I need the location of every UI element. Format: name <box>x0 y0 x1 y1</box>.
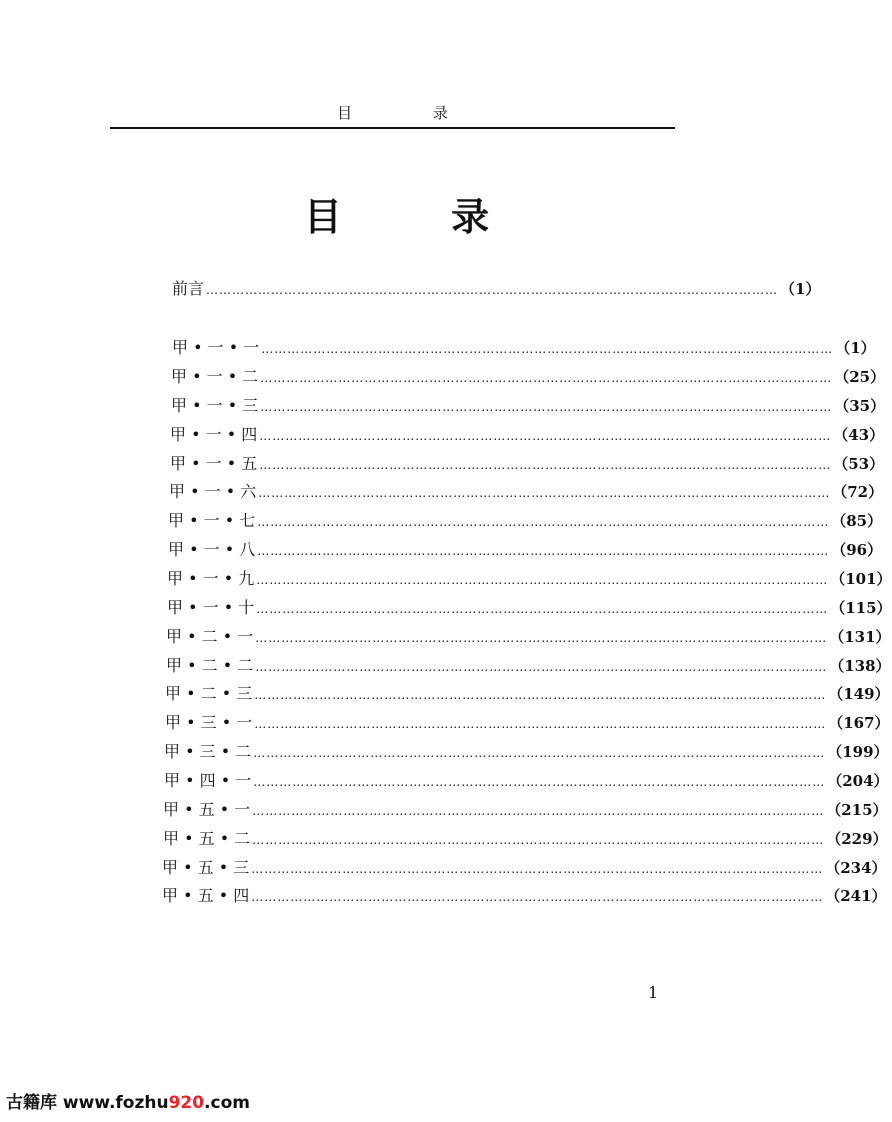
toc-leader: …………………………………………………………………………………………………………………… <box>206 283 779 297</box>
toc-entry-page: （96） <box>831 541 883 559</box>
toc-leader: …………………………………………………………………………………………………………………… <box>255 631 828 645</box>
toc-entry[interactable] <box>164 741 889 763</box>
toc-entry-label: 甲 • 一 • 十 <box>167 598 255 617</box>
toc-entry-label: 前言 <box>172 279 205 298</box>
toc-entry-page: （241） <box>825 887 887 905</box>
toc-leader: …………………………………………………………………………………………………………………… <box>256 602 829 616</box>
toc-entry-label: 甲 • 一 • 一 <box>172 338 260 357</box>
toc-entry-page: （149） <box>828 685 890 703</box>
toc-entry-page: （234） <box>825 859 887 877</box>
toc-leader: …………………………………………………………………………………………………………………… <box>253 775 826 789</box>
toc-entry[interactable] <box>163 828 888 850</box>
toc-entry-page: （1） <box>780 280 821 298</box>
toc-leader: …………………………………………………………………………………………………………………… <box>252 804 825 818</box>
toc-leader: …………………………………………………………………………………………………………………… <box>259 458 832 472</box>
toc-entry-label: 甲 • 一 • 四 <box>170 425 258 444</box>
toc-entry[interactable] <box>171 395 886 417</box>
toc-leader: …………………………………………………………………………………………………………………… <box>252 833 825 847</box>
toc-entry[interactable] <box>170 453 885 475</box>
toc-entry-label: 甲 • 一 • 五 <box>170 454 258 473</box>
toc-entry-label: 甲 • 四 • 一 <box>164 771 252 790</box>
toc-leader: …………………………………………………………………………………………………………………… <box>261 342 834 356</box>
toc-leader: …………………………………………………………………………………………………………………… <box>257 515 830 529</box>
toc-entry-label: 甲 • 五 • 三 <box>162 858 250 877</box>
toc-entry-page: （35） <box>834 397 886 415</box>
toc-entry[interactable] <box>166 626 891 648</box>
toc-entry-label: 甲 • 一 • 九 <box>167 569 255 588</box>
toc-entry[interactable] <box>162 857 887 879</box>
toc-entry-page: （101） <box>830 570 892 588</box>
toc-entry[interactable] <box>167 597 892 619</box>
toc-leader: …………………………………………………………………………………………………………………… <box>251 890 824 904</box>
toc-entry-label: 甲 • 二 • 三 <box>165 684 253 703</box>
toc-leader: …………………………………………………………………………………………………………………… <box>254 688 827 702</box>
watermark-highlight: 920 <box>168 1093 205 1113</box>
toc-entry-label: 甲 • 一 • 二 <box>171 367 259 386</box>
toc-entry-page: （131） <box>829 628 891 646</box>
toc-entry[interactable] <box>167 568 892 590</box>
toc-entry[interactable] <box>165 712 890 734</box>
toc-entry[interactable] <box>172 337 876 359</box>
toc-leader: …………………………………………………………………………………………………………………… <box>256 573 829 587</box>
toc-entry[interactable] <box>164 770 889 792</box>
toc-entry-page: （85） <box>831 512 883 530</box>
toc-entry-page: （1） <box>835 339 876 357</box>
toc-leader: …………………………………………………………………………………………………………………… <box>257 544 830 558</box>
toc-entry[interactable] <box>170 424 885 446</box>
toc-entry-label: 甲 • 三 • 二 <box>164 742 252 761</box>
toc-leader: …………………………………………………………………………………………………………………… <box>253 746 826 760</box>
toc-entry[interactable] <box>166 655 891 677</box>
toc-entry-page: （167） <box>828 714 890 732</box>
toc-entry-page: （53） <box>833 455 885 473</box>
running-head: 目 录 <box>337 104 486 122</box>
toc-entry[interactable] <box>165 683 890 705</box>
toc-entry-label: 甲 • 一 • 六 <box>169 482 257 501</box>
toc-entry-page: （199） <box>827 743 889 761</box>
watermark-prefix: 古籍库 www.fozhu <box>6 1093 169 1113</box>
toc-leader: …………………………………………………………………………………………………………………… <box>255 660 828 674</box>
watermark[interactable] <box>6 1088 250 1113</box>
toc-entry-page: （43） <box>833 426 885 444</box>
toc-leader: …………………………………………………………………………………………………………………… <box>260 371 833 385</box>
toc-entry[interactable] <box>168 539 883 561</box>
toc-entry[interactable] <box>169 481 884 503</box>
watermark-suffix: .com <box>204 1093 251 1113</box>
toc-leader: …………………………………………………………………………………………………………………… <box>251 862 824 876</box>
toc-entry-page: （215） <box>826 801 888 819</box>
page-title: 目 录 <box>303 194 538 239</box>
toc-leader: …………………………………………………………………………………………………………………… <box>260 400 833 414</box>
toc-leader: …………………………………………………………………………………………………………………… <box>259 429 832 443</box>
toc-leader: …………………………………………………………………………………………………………………… <box>258 486 831 500</box>
page-number: 1 <box>648 983 659 1002</box>
toc-entry[interactable] <box>171 366 886 388</box>
toc-entry-label: 甲 • 一 • 七 <box>168 511 256 530</box>
toc-entry-label: 甲 • 五 • 一 <box>163 800 251 819</box>
toc-entry-label: 甲 • 五 • 二 <box>163 829 251 848</box>
toc-entry-page: （229） <box>826 830 888 848</box>
toc-entry[interactable] <box>163 799 888 821</box>
toc-leader: …………………………………………………………………………………………………………………… <box>254 717 827 731</box>
toc-entry-label: 甲 • 一 • 三 <box>171 396 259 415</box>
toc-entry-label: 甲 • 三 • 一 <box>165 713 253 732</box>
toc-entry-label: 甲 • 五 • 四 <box>162 886 250 905</box>
toc-entry-label: 甲 • 二 • 二 <box>166 656 254 675</box>
toc-entry-label: 甲 • 一 • 八 <box>168 540 256 559</box>
toc-entry-page: （115） <box>830 599 892 617</box>
toc-entry[interactable] <box>168 510 883 532</box>
toc-entry-page: （25） <box>834 368 886 386</box>
toc-entry-preface[interactable] <box>172 278 821 300</box>
toc-entry-page: （138） <box>829 657 891 675</box>
toc-entry-page: （72） <box>832 483 884 501</box>
toc-entry-page: （204） <box>827 772 889 790</box>
toc-entry[interactable] <box>162 885 887 907</box>
toc-entry-label: 甲 • 二 • 一 <box>166 627 254 646</box>
